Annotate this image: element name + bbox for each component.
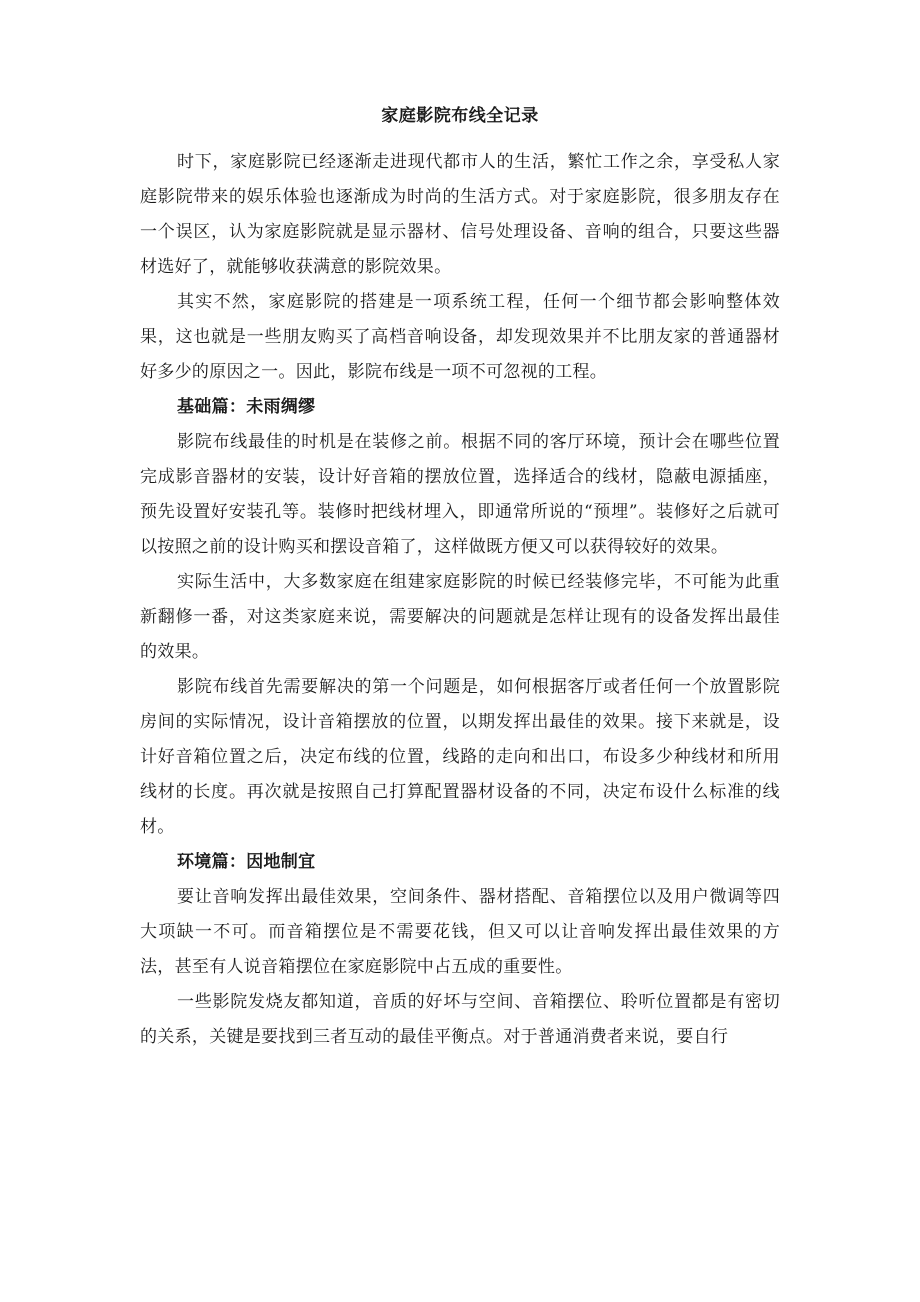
basics-paragraph-1: 影院布线最佳的时机是在装修之前。根据不同的客厅环境，预计会在哪些位置完成影音器材的安装，设计好音箱的摆放位置，选择适合的线材，隐蔽电源插座，预先设置好安装孔等。装修时把线材埋入，即通常所说的“预埋”。装修好之后就可以按照之前的设计购买和摆设音箱了，这样做既方便又可以获得较好的效果。 [140,432,780,557]
intro-paragraph-2: 其实不然，家庭影院的搭建是一项系统工程，任何一个细节都会影响整体效果，这也就是一些朋友购买了高档音响设备，却发现效果并不比朋友家的普通器材好多少的原因之一。因此，影院布线是一项不可忽视的工程。 [140,292,780,382]
environment-paragraph-2: 一些影院发烧友都知道，音质的好坏与空间、音箱摆位、聆听位置都是有密切的关系，关键是要找到三者互动的最佳平衡点。对于普通消费者来说，要自行 [140,992,780,1047]
document-title: 家庭影院布线全记录 [381,106,539,126]
environment-paragraph-1: 要让音响发挥出最佳效果，空间条件、器材搭配、音箱摆位以及用户微调等四大项缺一不可。而音箱摆位是不需要花钱，但又可以让音响发挥出最佳效果的方法，甚至有人说音箱摆位在家庭影院中占五成的重要性。 [140,887,780,977]
basics-paragraph-3: 影院布线首先需要解决的第一个问题是，如何根据客厅或者任何一个放置影院房间的实际情况，设计音箱摆放的位置，以期发挥出最佳的效果。接下来就是，设计好音箱位置之后，决定布线的位置，线路的走向和出口，布设多少种线材和所用线材的长度。再次就是按照自己打算配置器材设备的不同，决定布设什么标准的线材。 [140,677,780,837]
section-heading-environment: 环境篇：因地制宜 [177,852,316,872]
intro-paragraph-1: 时下，家庭影院已经逐渐走进现代都市人的生活，繁忙工作之余，享受私人家庭影院带来的娱乐体验也逐渐成为时尚的生活方式。对于家庭影院，很多朋友存在一个误区，认为家庭影院就是显示器材、信号处理设备、音响的组合，只要这些器材选好了，就能够收获满意的影院效果。 [140,152,780,277]
section-heading-basics: 基础篇：未雨绸缪 [177,397,316,417]
basics-paragraph-2: 实际生活中，大多数家庭在组建家庭影院的时候已经装修完毕，不可能为此重新翻修一番，对这类家庭来说，需要解决的问题就是怎样让现有的设备发挥出最佳的效果。 [140,572,780,662]
document-page [140,104,780,1055]
